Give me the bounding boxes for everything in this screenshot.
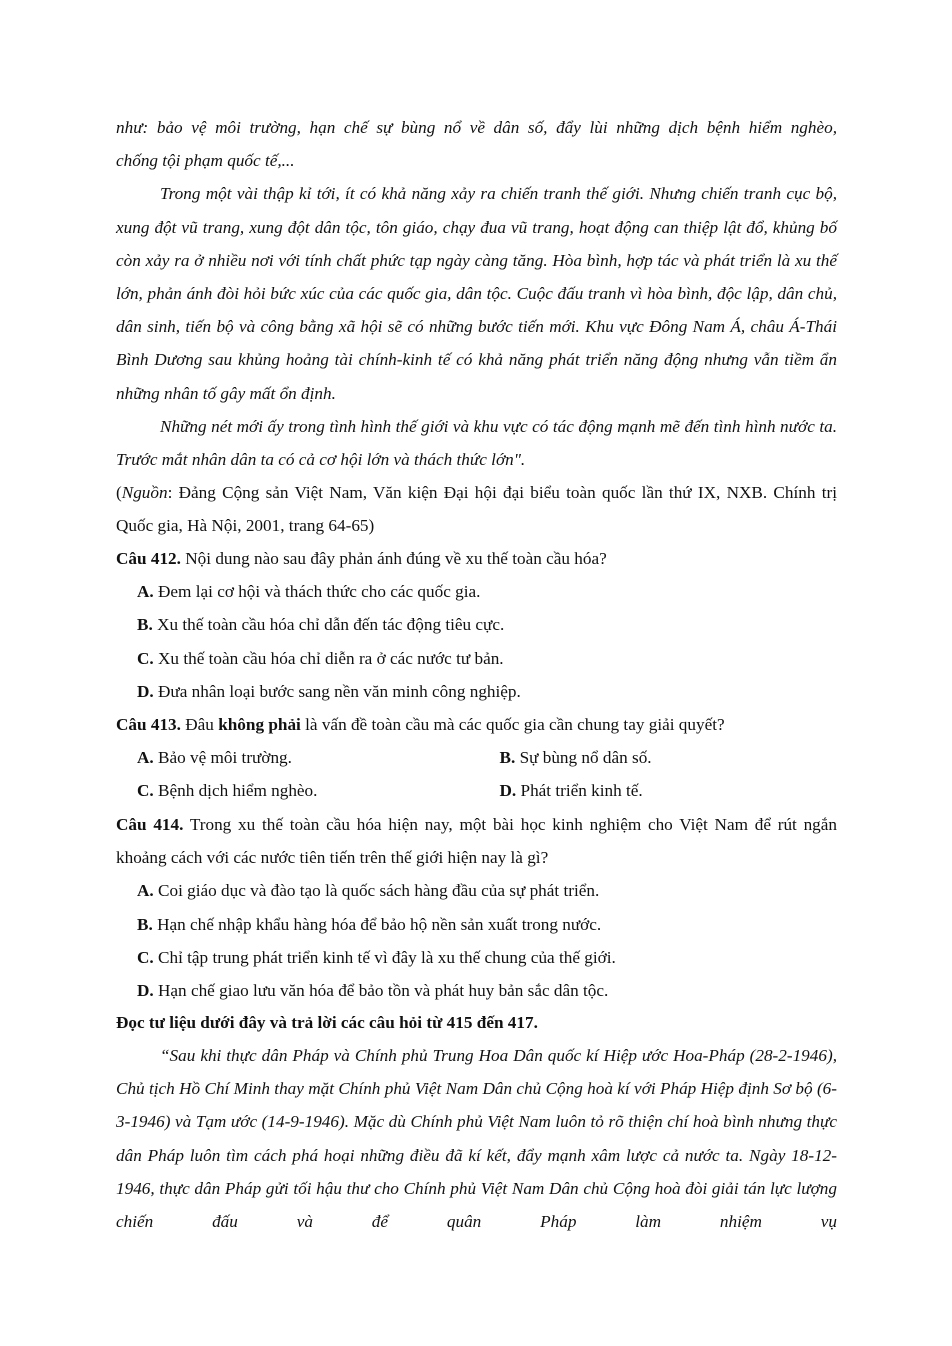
question-413-label: Câu 413.: [116, 715, 181, 734]
option-414-a[interactable]: A. Coi giáo dục và đào tạo là quốc sách hàng đầu của sự phát triển.: [137, 881, 600, 901]
option-412-a[interactable]: A. Đem lại cơ hội và thách thức cho các quốc gia.: [137, 582, 481, 602]
passage-2: [116, 1039, 837, 1238]
option-413-d[interactable]: D. Phát triển kinh tế.: [499, 781, 643, 801]
passage-1-paragraph-3: Những nét mới ấy trong tình hình thế giới và khu vực có tác động mạnh mẽ đến tình hình nước ta. Trước mắt nhân dân ta có cả cơ hội lớn và thách thức lớn".: [116, 416, 837, 470]
option-412-d[interactable]: D. Đưa nhân loại bước sang nền văn minh công nghiệp.: [137, 681, 521, 701]
option-413-c[interactable]: C. Bệnh dịch hiểm nghèo.: [137, 781, 318, 801]
passage-1: [116, 111, 837, 476]
question-412: [116, 542, 837, 708]
question-414-label: Câu 414.: [116, 815, 184, 834]
reading-instruction: Đọc tư liệu dưới đây và trả lời các câu hỏi từ 415 đến 417.: [116, 1013, 538, 1032]
option-413-b[interactable]: B. Sự bùng nổ dân số.: [499, 748, 652, 768]
passage-2-text: “Sau khi thực dân Pháp và Chính phủ Trung Hoa Dân quốc kí Hiệp ước Hoa-Pháp (28-2-1946), Chủ tịch Hồ Chí Minh thay mặt Chính phủ Việt Nam Dân chủ Cộng hoà kí với Pháp Hiệp định Sơ bộ (6-3-1946) và Tạm ước (14-9-1946). Mặc dù Chính phủ Việt Nam luôn tỏ rõ thiện chí hoà bình nhưng thực dân Pháp luôn tìm cách phá hoại những điều đã kí kết, đẩy mạnh xâm lược cả nước ta. Ngày 18-12-1946, thực dân Pháp gửi tối hậu thư cho Chính phủ Việt Nam Dân chủ Cộng hoà đòi giải tán lực lượng chiến đấu và để quân Pháp làm nhiệm vụ: [116, 1046, 837, 1232]
passage-1-line-2: chống tội phạm quốc tế,...: [116, 151, 295, 171]
question-413: Câu 413. Đâu không phải là vấn đề toàn cầu mà các quốc gia cần chung tay giải quyết? A. Bảo vệ môi trường. B. Sự bùng nổ dân số. C. Bệnh dịch hiểm nghèo. D. Phát triển kinh tế.: [116, 708, 837, 808]
question-412-text: Nội dung nào sau đây phản ánh đúng về xu thế toàn cầu hóa?: [180, 549, 607, 568]
source-label: Nguồn: [121, 483, 168, 502]
option-412-b[interactable]: B. Xu thế toàn cầu hóa chỉ dẫn đến tác động tiêu cực.: [137, 615, 505, 635]
question-412-label: Câu 412.: [116, 549, 181, 568]
source-text: : Đảng Cộng sản Việt Nam, Văn kiện Đại hội đại biểu toàn quốc lần thứ IX, NXB. Chính trị Quốc gia, Hà Nội, 2001, trang 64-65): [116, 483, 837, 536]
question-413-emphasis: không phải: [218, 715, 301, 734]
question-414-text: Trong xu thế toàn cầu hóa hiện nay, một bài học kinh nghiệm cho Việt Nam để rút ngắn khoảng cách với các nước tiên tiến trên thế giới hiện nay là gì?: [116, 815, 837, 868]
option-413-a[interactable]: A. Bảo vệ môi trường.: [137, 748, 292, 768]
option-414-c[interactable]: C. Chỉ tập trung phát triển kinh tế vì đây là xu thế chung của thế giới.: [137, 947, 616, 967]
passage-1-paragraph-2: Trong một vài thập kỉ tới, ít có khả năng xảy ra chiến tranh thế giới. Nhưng chiến tranh cục bộ, xung đột vũ trang, xung đột dân tộc, tôn giáo, chạy đua vũ trang, hoạt động can thiệp lật đổ, khủng bố còn xảy ra ở nhiều nơi với tính chất phức tạp ngày càng tăng. Hòa bình, hợp tác và phát triển là xu thế lớn, phản ánh đòi hỏi bức xúc của các quốc gia, dân tộc. Cuộc đấu tranh vì hòa bình, độc lập, dân chủ, dân sinh, tiến bộ và công bằng xã hội sẽ có những bước tiến mới. Khu vực Đông Nam Á, châu Á-Thái Bình Dương sau khủng hoảng tài chính-kinh tế có khả năng phát triển năng động nhưng vẫn tiềm ẩn những nhân tố gây mất ổn định.: [116, 184, 837, 403]
source-citation: [116, 476, 837, 542]
option-412-c[interactable]: C. Xu thế toàn cầu hóa chỉ diễn ra ở các nước tư bản.: [137, 648, 504, 668]
passage-1-line-1: như: bảo vệ môi trường, hạn chế sự bùng nổ về dân số, đẩy lùi những dịch bệnh hiểm nghèo,: [116, 118, 837, 137]
option-414-d[interactable]: D. Hạn chế giao lưu văn hóa để bảo tồn và phát huy bản sắc dân tộc.: [137, 981, 609, 1001]
source-open-paren: (: [116, 483, 122, 502]
question-414: [116, 808, 837, 1007]
option-414-b[interactable]: B. Hạn chế nhập khẩu hàng hóa để bảo hộ nền sản xuất trong nước.: [137, 914, 602, 934]
